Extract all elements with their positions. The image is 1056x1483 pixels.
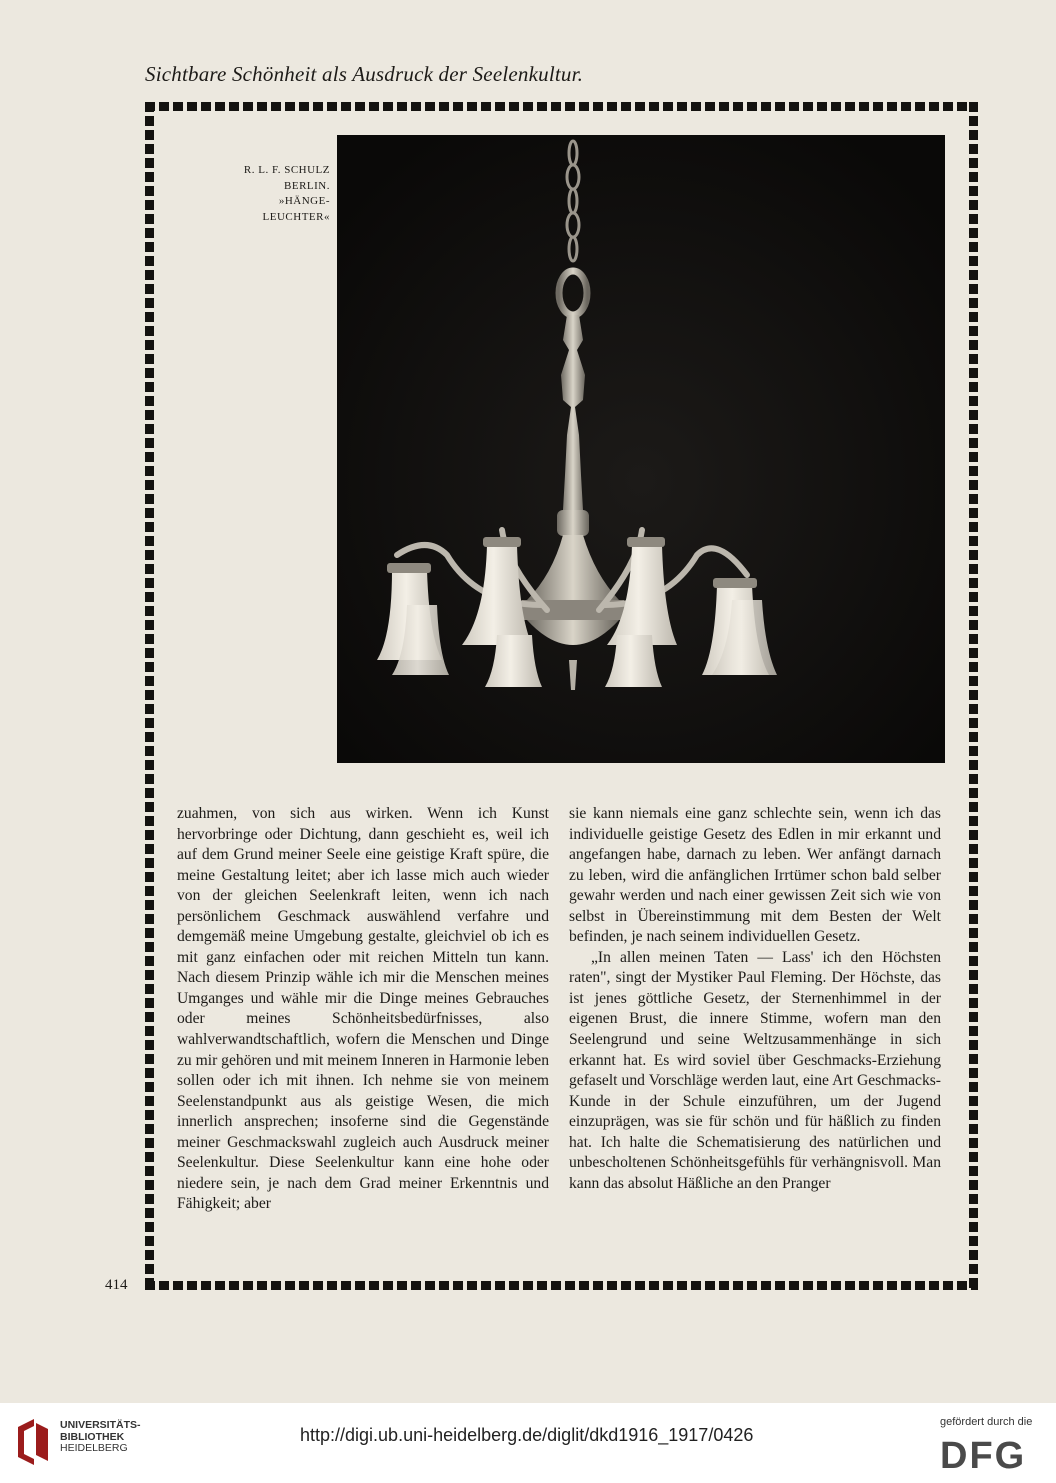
library-line: UNIVERSITÄTS- <box>60 1419 141 1431</box>
photo-caption <box>210 163 330 225</box>
viewer-footer <box>0 1403 1056 1483</box>
page-number: 414 <box>105 1277 128 1293</box>
bottom-dotted-border <box>145 1281 978 1290</box>
top-dotted-border <box>145 102 978 111</box>
library-name <box>60 1420 141 1455</box>
caption-line: R. L. F. SCHULZ <box>243 164 330 176</box>
university-library-logo-icon <box>14 1417 52 1467</box>
caption-line: LEUCHTER« <box>262 210 330 223</box>
chandelier-photo <box>337 135 945 763</box>
dfg-logo: DFG <box>940 1435 1027 1477</box>
document-url-link[interactable]: http://digi.ub.uni-heidelberg.de/diglit/dkd1916_1917/0426 <box>300 1425 754 1445</box>
library-line: BIBLIOTHEK <box>60 1430 125 1443</box>
running-head: Sichtbare Schönheit als Ausdruck der Seelenkultur. <box>145 62 584 86</box>
chandelier-illustration-icon <box>337 135 945 763</box>
text-column-left <box>177 804 549 1215</box>
library-line: HEIDELBERG <box>60 1442 128 1454</box>
right-dotted-border <box>969 102 978 1290</box>
caption-line: »HÄNGE- <box>278 195 330 207</box>
text-column-right <box>569 804 941 1194</box>
left-dotted-border <box>145 102 154 1290</box>
paragraph: sie kann niemals eine ganz schlechte sein, wenn ich das individuelle geistige Gesetz des Edlen in mir erkannt und angefangen habe, darnach zu leben. Wer anfängt darnach zu leben, wird die anfänglichen Irrtümer schon bald selber gewahr werden und nach einer gewissen Zeit sich wie von selbst in Übereinstimmung mit dem Besten der Welt befinden, je nach seinem individuellen Gesetz. <box>569 805 941 946</box>
caption-line: BERLIN. <box>284 179 330 192</box>
paragraph: „In allen meinen Taten — Lass' ich den Höchsten raten", singt der Mystiker Paul Fleming. Der Höchste, das ist jenes göttliche Gesetz, der Sternenhimmel in der eigenen Brust, die innere Stimme, wofern man den Seelengrund und seine Weltzusammenhänge in sich erkannt hat. Es wird soviel über Geschmacks-Erziehung gefaselt und Vorschläge werden laut, eine Art Geschmacks-Kunde in der Schule einzuführen, um der Jugend einzuprägen, was sie für schön und für häßlich zu finden hat. Ich halte die Schematisierung des natürlichen und unbescholtenen Schönheitsgefühls für verhängnisvoll. Man kann das absolut Häßliche an den Pranger <box>569 948 941 1192</box>
funded-by-label: gefördert durch die <box>940 1416 1033 1428</box>
paragraph: zuahmen, von sich aus wirken. Wenn ich Kunst hervorbringe oder Dichtung, dann geschieht es, weil ich auf dem Grund meiner Seele eine geistige Kraft spüre, die meine Gestaltung leitet; aber ich lasse mich auch wieder von der gleichen Seelenkraft leiten, wenn ich nach persönlichem Geschmack auswählend verfahre und demgemäß meine Umgebung gestalte, gleichviel ob ich es mit ganz einfachen oder mit reichen Mitteln tun kann. Nach diesem Prinzip wähle ich mir die Menschen meines Umganges und wähle mir die Dinge meines Gebrauches oder meines Schönheitsbedürfnisses, also wahlverwandtschaftlich, wofern die Menschen und Dinge zu mir gehören und mit meinem Inneren in Harmonie leben sollen oder ich mit ihnen. Ich nehme sie von meinem Seelenstandpunkt aus als geistige Wesen, die mich innerlich ansprechen; insoferne sind die Gegenstände meiner Geschmackswahl zugleich auch Ausdruck meiner Seelenkultur. Diese Seelenkultur kann eine hohe oder niedere sein, je nach dem Grad meiner Erkenntnis und Fähigkeit; aber <box>177 805 549 1213</box>
